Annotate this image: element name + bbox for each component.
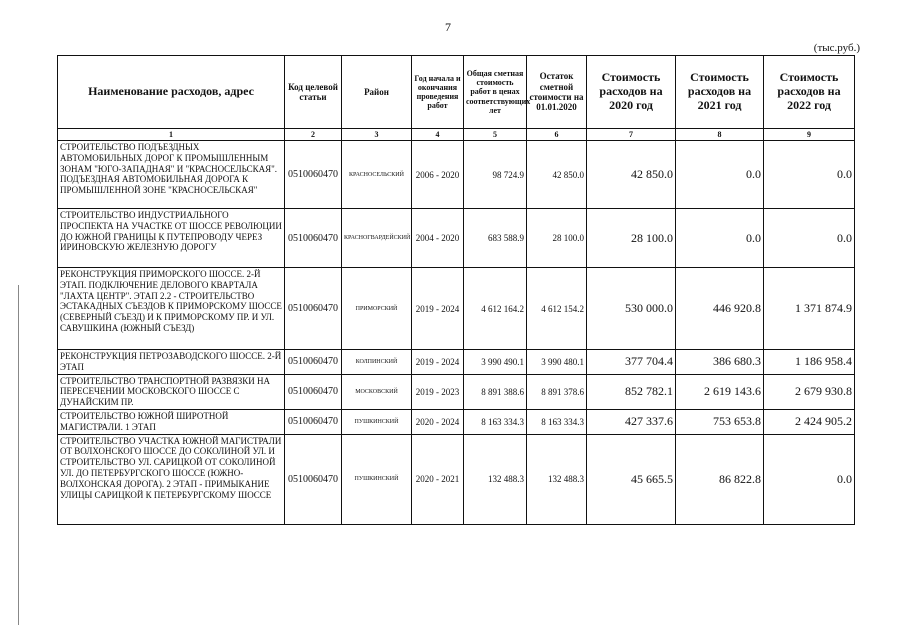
target-code: 0510060470 [285, 350, 342, 375]
remaining-cost: 3 990 480.1 [527, 350, 587, 375]
header-cost-2021: Стоимость расходов на 2021 год [676, 56, 764, 129]
district: КОЛПИНСКИЙ [342, 350, 412, 375]
cost-2021: 0.0 [676, 209, 764, 268]
table-row [58, 374, 855, 409]
work-years: 2019 - 2024 [412, 268, 464, 350]
table-row [58, 409, 855, 434]
budget-table [57, 55, 855, 525]
work-years: 2019 - 2023 [412, 374, 464, 409]
district: КРАСНОСЕЛЬСКИЙ [342, 141, 412, 209]
cost-2022: 1 371 874.9 [764, 268, 855, 350]
expense-name: РЕКОНСТРУКЦИЯ ПРИМОРСКОГО ШОССЕ. 2-Й ЭТАП. ПОДКЛЮЧЕНИЕ ДЕЛОВОГО КВАРТАЛА "ЛАХТА ЦЕНТР". ЭТАП 2.2 - СТРОИТЕЛЬСТВО ЭСТАКАДНЫХ СЪЕЗДОВ К ПРИМОРСКОМУ ШОССЕ (СЕВЕРНЫЙ СЪЕЗД) И К ПРИМОРСКОМУ ПР. И УЛ. САВУШКИНА (ЮЖНЫЙ СЪЕЗД) [58, 268, 285, 350]
header-remaining-cost: Остаток сметной стоимости на 01.01.2020 [527, 56, 587, 129]
total-cost: 4 612 164.2 [464, 268, 527, 350]
expense-name: РЕКОНСТРУКЦИЯ ПЕТРОЗАВОДСКОГО ШОССЕ. 2-Й ЭТАП [58, 350, 285, 375]
cost-2021: 386 680.3 [676, 350, 764, 375]
cost-2022: 0.0 [764, 141, 855, 209]
column-number: 3 [342, 129, 412, 141]
work-years: 2020 - 2021 [412, 434, 464, 524]
expense-name: СТРОИТЕЛЬСТВО ТРАНСПОРТНОЙ РАЗВЯЗКИ НА ПЕРЕСЕЧЕНИИ МОСКОВСКОГО ШОССЕ С ДУНАЙСКИМ ПР. [58, 374, 285, 409]
column-number: 4 [412, 129, 464, 141]
remaining-cost: 42 850.0 [527, 141, 587, 209]
cost-2022: 0.0 [764, 209, 855, 268]
header-cost-2022: Стоимость расходов на 2022 год [764, 56, 855, 129]
table-row [58, 209, 855, 268]
cost-2020: 427 337.6 [587, 409, 676, 434]
header-cost-2020: Стоимость расходов на 2020 год [587, 56, 676, 129]
total-cost: 683 588.9 [464, 209, 527, 268]
work-years: 2019 - 2024 [412, 350, 464, 375]
remaining-cost: 28 100.0 [527, 209, 587, 268]
expense-name: СТРОИТЕЛЬСТВО ЮЖНОЙ ШИРОТНОЙ МАГИСТРАЛИ. 1 ЭТАП [58, 409, 285, 434]
cost-2020: 852 782.1 [587, 374, 676, 409]
total-cost: 132 488.3 [464, 434, 527, 524]
scan-artifact-line [18, 285, 19, 625]
header-name: Наименование расходов, адрес [58, 56, 285, 129]
column-number: 1 [58, 129, 285, 141]
remaining-cost: 8 891 378.6 [527, 374, 587, 409]
table-row [58, 141, 855, 209]
cost-2022: 2 679 930.8 [764, 374, 855, 409]
work-years: 2004 - 2020 [412, 209, 464, 268]
cost-2020: 377 704.4 [587, 350, 676, 375]
column-number: 8 [676, 129, 764, 141]
work-years: 2020 - 2024 [412, 409, 464, 434]
units-label: (тыс.руб.) [813, 42, 860, 54]
cost-2021: 446 920.8 [676, 268, 764, 350]
target-code: 0510060470 [285, 141, 342, 209]
district: КРАСНОГВАРДЕЙСКИЙ [342, 209, 412, 268]
column-number: 5 [464, 129, 527, 141]
table-row [58, 350, 855, 375]
remaining-cost: 4 612 154.2 [527, 268, 587, 350]
total-cost: 8 891 388.6 [464, 374, 527, 409]
target-code: 0510060470 [285, 374, 342, 409]
cost-2020: 530 000.0 [587, 268, 676, 350]
work-years: 2006 - 2020 [412, 141, 464, 209]
cost-2022: 1 186 958.4 [764, 350, 855, 375]
cost-2022: 0.0 [764, 434, 855, 524]
header-code: Код целевой статьи [285, 56, 342, 129]
page-number: 7 [445, 20, 451, 34]
total-cost: 98 724.9 [464, 141, 527, 209]
district: ПУШКИНСКИЙ [342, 409, 412, 434]
column-number: 9 [764, 129, 855, 141]
target-code: 0510060470 [285, 209, 342, 268]
table-row [58, 434, 855, 524]
cost-2020: 42 850.0 [587, 141, 676, 209]
remaining-cost: 132 488.3 [527, 434, 587, 524]
district: ПУШКИНСКИЙ [342, 434, 412, 524]
column-number: 6 [527, 129, 587, 141]
cost-2020: 28 100.0 [587, 209, 676, 268]
total-cost: 8 163 334.3 [464, 409, 527, 434]
header-district: Район [342, 56, 412, 129]
column-number: 7 [587, 129, 676, 141]
expense-name: СТРОИТЕЛЬСТВО ПОДЪЕЗДНЫХ АВТОМОБИЛЬНЫХ ДОРОГ К ПРОМЫШЛЕННЫМ ЗОНАМ "ЮГО-ЗАПАДНАЯ" И "КРАСНОСЕЛЬСКАЯ". ПОДЪЕЗДНАЯ АВТОМОБИЛЬНАЯ ДОРОГА К ПРОМЫШЛЕННОЙ ЗОНЕ "КРАСНОСЕЛЬСКАЯ" [58, 141, 285, 209]
cost-2021: 0.0 [676, 141, 764, 209]
expense-name: СТРОИТЕЛЬСТВО ИНДУСТРИАЛЬНОГО ПРОСПЕКТА НА УЧАСТКЕ ОТ ШОССЕ РЕВОЛЮЦИИ ДО ЮЖНОЙ ГРАНИЦЫ К ПУТЕПРОВОДУ ЧЕРЕЗ ИРИНОВСКУЮ ЖЕЛЕЗНУЮ ДОРОГУ [58, 209, 285, 268]
total-cost: 3 990 490.1 [464, 350, 527, 375]
district: ПРИМОРСКИЙ [342, 268, 412, 350]
target-code: 0510060470 [285, 409, 342, 434]
remaining-cost: 8 163 334.3 [527, 409, 587, 434]
header-years: Год начала и окончания проведения работ [412, 56, 464, 129]
expense-name: СТРОИТЕЛЬСТВО УЧАСТКА ЮЖНОЙ МАГИСТРАЛИ ОТ ВОЛХОНСКОГО ШОССЕ ДО СОКОЛИНОЙ УЛ. И СТРОИТЕЛЬСТВО УЛ. САРИЦКОЙ ОТ СОКОЛИНОЙ УЛ. ДО ПЕТЕРБУРГСКОГО ШОССЕ (ЮЖНО-ВОЛХОНСКАЯ ДОРОГА). 2 ЭТАП - ПРИМЫКАНИЕ УЛИЦЫ САРИЦКОЙ К ПЕТЕРБУРГСКОМУ ШОССЕ [58, 434, 285, 524]
column-number: 2 [285, 129, 342, 141]
table-row [58, 268, 855, 350]
header-total-cost: Общая сметная стоимость работ в ценах соответствующих лет [464, 56, 527, 129]
target-code: 0510060470 [285, 434, 342, 524]
cost-2021: 753 653.8 [676, 409, 764, 434]
target-code: 0510060470 [285, 268, 342, 350]
cost-2022: 2 424 905.2 [764, 409, 855, 434]
cost-2021: 86 822.8 [676, 434, 764, 524]
cost-2021: 2 619 143.6 [676, 374, 764, 409]
cost-2020: 45 665.5 [587, 434, 676, 524]
district: МОСКОВСКИЙ [342, 374, 412, 409]
